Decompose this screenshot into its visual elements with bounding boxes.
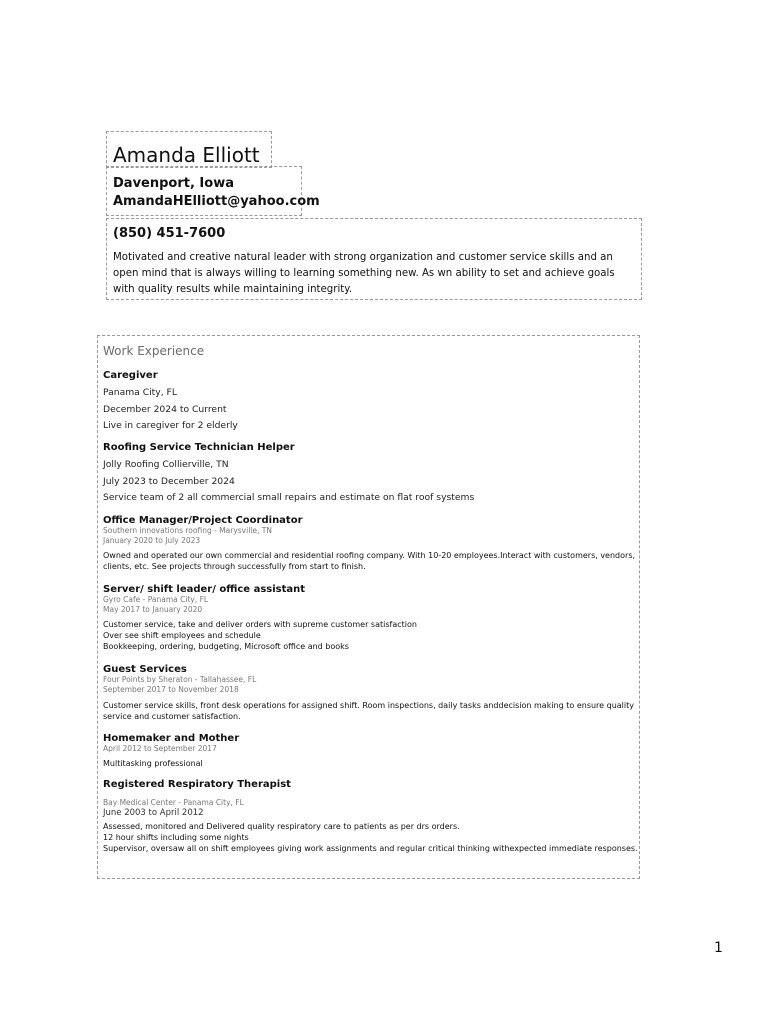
job-location: Panama City, FL — [103, 387, 177, 398]
job-description-line: 12 hour shifts including some nights — [103, 833, 249, 842]
job-description: Customer service skills, front desk operations for assigned shift. Room inspections, daily tasks anddecision making to ensure quality service and customer satisfaction. — [103, 701, 634, 721]
job-description-line: Customer service, take and deliver orders with supreme customer satisfaction — [103, 620, 417, 629]
job-company: Gyro Cafe - Panama City, FL — [103, 595, 209, 604]
job-company: Southern innovations roofing - Marysville, TN — [103, 526, 272, 535]
job-dates: June 2003 to April 2012 — [103, 808, 204, 818]
job-entry-homemaker — [103, 733, 638, 769]
job-title: Registered Respiratory Therapist — [103, 779, 291, 790]
job-title: Homemaker and Mother — [103, 733, 240, 744]
job-dates: December 2024 to Current — [103, 403, 227, 415]
job-dates: July 2023 to December 2024 — [103, 475, 235, 487]
job-entry-office-manager — [103, 515, 638, 572]
job-description: Service team of 2 all commercial small repairs and estimate on flat roof systems — [103, 492, 475, 503]
job-description-line: Over see shift employees and schedule — [103, 631, 261, 640]
job-dates: September 2017 to November 2018 — [103, 685, 239, 694]
candidate-location: Davenport, Iowa — [113, 176, 234, 191]
job-company: Jolly Roofing Collierville, TN — [103, 459, 229, 470]
job-company: Four Points by Sheraton - Tallahassee, FL — [103, 675, 257, 684]
job-title: Server/ shift leader/ office assistant — [103, 584, 306, 595]
job-description-line: Bookkeeping, ordering, budgeting, Microsoft office and books — [103, 642, 349, 651]
job-dates: January 2020 to July 2023 — [103, 536, 201, 545]
job-dates: May 2017 to January 2020 — [103, 605, 203, 614]
job-entry-respiratory-therapist — [103, 779, 638, 854]
job-description: Owned and operated our own commercial and residential roofing company. With 10-20 employees.Interact with customers, vendors, clients, etc. See projects through successfully from start to finish. — [103, 551, 636, 571]
job-description-line: Supervisor, oversaw all on shift employees giving work assignments and regular critical thinking withexpected immediate responses. — [103, 844, 638, 853]
job-entry-roofing-helper — [103, 442, 638, 507]
job-entry-guest-services — [103, 664, 638, 722]
job-dates: April 2012 to September 2017 — [103, 744, 217, 753]
job-title: Caregiver — [103, 370, 158, 381]
job-description-line: Assessed, monitored and Delivered quality respiratory care to patients as per drs orders. — [103, 822, 460, 831]
job-title: Office Manager/Project Coordinator — [103, 515, 303, 526]
job-description: Multitasking professional — [103, 759, 203, 768]
job-company: Bay Medical Center - Panama City, FL — [103, 798, 244, 807]
job-entry-server — [103, 584, 638, 652]
candidate-name: Amanda Elliott — [113, 143, 260, 167]
section-title-work-experience: Work Experience — [103, 344, 205, 358]
candidate-email[interactable]: AmandaHElliott@yahoo.com — [113, 194, 320, 209]
job-title: Roofing Service Technician Helper — [103, 442, 295, 453]
candidate-phone: (850) 451-7600 — [113, 226, 226, 241]
page-number: 1 — [714, 940, 723, 956]
job-description: Live in caregiver for 2 elderly — [103, 420, 238, 431]
job-title: Guest Services — [103, 664, 187, 675]
job-entry-caregiver — [103, 370, 638, 435]
professional-summary: Motivated and creative natural leader with strong organization and customer service skills and an open mind that is always willing to learning something new. As wn ability to set and achieve goals with quality results while maintaining integrity. — [113, 252, 615, 295]
